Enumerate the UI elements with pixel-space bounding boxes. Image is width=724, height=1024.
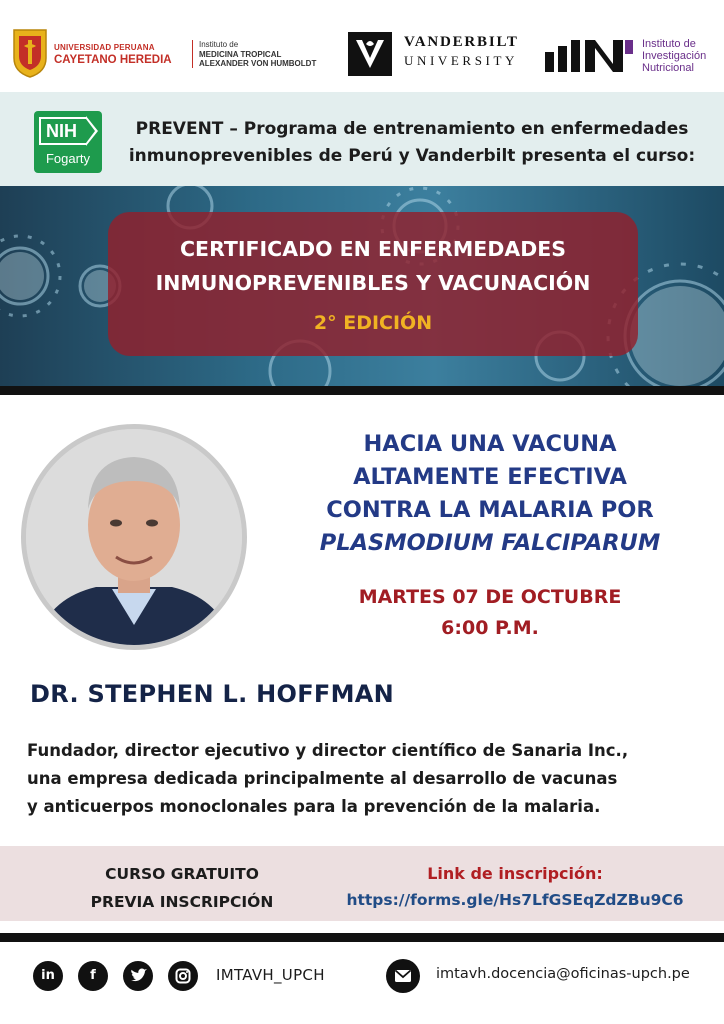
talk-title-line4: PLASMODIUM FALCIPARUM: [319, 530, 661, 556]
upch-line2: CAYETANO HEREDIA: [54, 54, 172, 66]
iin-logo-text: [642, 38, 706, 74]
registration-link-label: Link de inscripción:: [427, 864, 603, 883]
speaker-portrait: [26, 429, 242, 645]
logo-divider: [192, 40, 193, 68]
course-title: [108, 232, 638, 300]
vu-line2: UNIVERSITY: [404, 53, 518, 68]
prevent-line1: PREVENT – Programa de entrenamiento en enfermedades: [135, 119, 689, 139]
vanderbilt-logo-text: [404, 34, 519, 69]
instagram-icon[interactable]: [168, 961, 198, 991]
bio-line2: una empresa dedicada principalmente al desarrollo de vacunas: [27, 769, 618, 788]
talk-date: MARTES 07 DE OCTUBRE: [358, 586, 622, 608]
vu-line1: VANDERBILT: [404, 34, 519, 50]
course-line2: INMUNOPREVENIBLES Y VACUNACIÓN: [155, 271, 591, 295]
iin-line3: Nutricional: [642, 62, 694, 74]
divider-bar: [0, 386, 724, 395]
prevent-intro: [110, 116, 714, 170]
course-line1: CERTIFICADO EN ENFERMEDADES: [180, 237, 566, 261]
talk-datetime: [262, 582, 718, 644]
twitter-bird-glyph: [123, 961, 153, 991]
iin-logo-mark: [545, 38, 635, 72]
free-line1: CURSO GRATUITO: [105, 865, 259, 883]
upch-line1: UNIVERSIDAD PERUANA: [54, 43, 155, 52]
imt-line2: MEDICINA TROPICAL: [199, 49, 282, 59]
course-edition: 2° EDICIÓN: [313, 312, 433, 334]
talk-title-line1: HACIA UNA VACUNA: [363, 431, 617, 457]
imt-line1: Instituto de: [199, 40, 239, 49]
bio-line1: Fundador, director ejecutivo y director científico de Sanaria Inc.,: [27, 741, 629, 760]
imt-line3: ALEXANDER VON HUMBOLDT: [199, 59, 317, 68]
social-handle: IMTAVH_UPCH: [216, 966, 325, 984]
facebook-icon[interactable]: f: [78, 961, 108, 991]
registration-link[interactable]: https://forms.gle/Hs7LfGSEqZdZBu9C6: [346, 891, 684, 909]
prevent-line2: inmunoprevenibles de Perú y Vanderbilt presenta el curso:: [128, 146, 696, 166]
contact-email[interactable]: imtavh.docencia@oficinas-upch.pe: [436, 966, 690, 982]
iin-line2: Investigación: [642, 50, 707, 62]
free-course-note: [72, 860, 292, 916]
instagram-camera-glyph: [168, 961, 198, 991]
free-line2: PREVIA INSCRIPCIÓN: [90, 893, 274, 911]
oak-leaf-icon: [348, 32, 392, 76]
iin-line1: Instituto de: [642, 38, 696, 50]
vanderbilt-oak-logo: [348, 32, 392, 76]
talk-title-line2: ALTAMENTE EFECTIVA: [353, 464, 627, 490]
nih-label: NIH: [39, 117, 87, 145]
imt-logo-text: [199, 40, 316, 69]
bio-line3: y anticuerpos monoclonales para la prevención de la malaria.: [27, 797, 601, 816]
nih-arrow-inner: [86, 119, 95, 143]
nih-fogarty-logo: [34, 111, 102, 173]
talk-title: [262, 428, 718, 560]
fogarty-label: Fogarty: [45, 151, 91, 166]
upch-shield-logo: [12, 28, 48, 78]
talk-time: 6:00 P.M.: [441, 617, 539, 639]
speaker-bio: [27, 737, 707, 821]
twitter-icon[interactable]: [123, 961, 153, 991]
linkedin-icon[interactable]: in: [33, 961, 63, 991]
footer-divider-bar: [0, 933, 724, 942]
speaker-name: DR. STEPHEN L. HOFFMAN: [30, 680, 395, 708]
envelope-glyph: [386, 959, 420, 993]
talk-title-line3: CONTRA LA MALARIA POR: [326, 497, 654, 523]
mail-icon[interactable]: [386, 959, 420, 993]
speaker-photo: [21, 424, 247, 650]
upch-logo-text: [54, 42, 172, 66]
